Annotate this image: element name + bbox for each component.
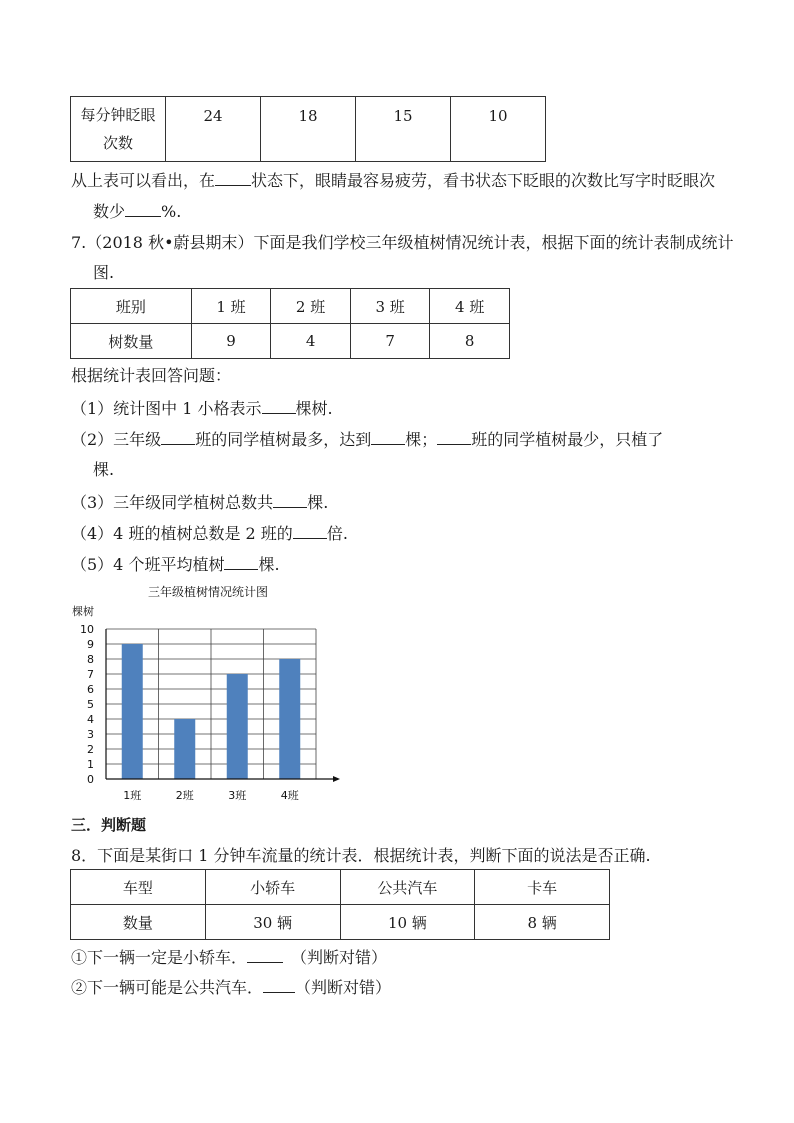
- q7-intro: 根据统计表回答问题：: [71, 366, 232, 385]
- q7-sub2-text-b: 班的同学植树最多，达到: [195, 430, 372, 449]
- answer-blank[interactable]: [247, 947, 283, 963]
- chart-title: 三年级植树情况统计图: [147, 585, 269, 599]
- blink-value-cell: 15: [356, 97, 451, 162]
- y-tick-label: 5: [87, 698, 94, 711]
- q7-sub4: [71, 523, 348, 544]
- q6-line1: [71, 170, 715, 191]
- blink-value-cell: 10: [451, 97, 546, 162]
- bar-2班: [174, 719, 195, 779]
- planting-value-cell: 7: [350, 324, 430, 359]
- traffic-table: [70, 869, 610, 940]
- q8-item1-hint: （判断对错）: [291, 948, 388, 967]
- y-tick-label: 2: [87, 743, 94, 756]
- planting-header-cell: 3 班: [350, 289, 430, 324]
- q7-sub1-text-a: （1）统计图中 1 小格表示: [71, 399, 262, 418]
- answer-blank[interactable]: [215, 170, 251, 186]
- traffic-row-label: 数量: [71, 905, 206, 940]
- bar-4班: [279, 659, 300, 779]
- answer-blank[interactable]: [125, 201, 161, 217]
- q8-item1: [71, 947, 387, 968]
- y-tick-label: 1: [87, 758, 94, 771]
- traffic-value-cell: 30 辆: [205, 905, 340, 940]
- q7-sub2-cont: 棵.: [93, 460, 115, 479]
- y-tick-label: 0: [87, 773, 94, 786]
- planting-header-cell: 班别: [71, 289, 192, 324]
- y-tick-label: 10: [80, 623, 94, 636]
- y-tick-label: 8: [87, 653, 94, 666]
- x-tick-label: 1班: [123, 789, 142, 802]
- q8-item2-hint: （判断对错）: [295, 978, 392, 997]
- x-tick-label: 3班: [228, 789, 247, 802]
- bar-1班: [122, 644, 143, 779]
- traffic-value-cell: 8 辆: [475, 905, 610, 940]
- q6-text-b: 状态下，眼睛最容易疲劳，看书状态下眨眼的次数比写字时眨眼次: [251, 171, 716, 190]
- q6-text-d: %.: [161, 202, 182, 221]
- planting-value-cell: 8: [430, 324, 510, 359]
- answer-blank[interactable]: [371, 429, 405, 445]
- y-tick-label: 4: [87, 713, 94, 726]
- blink-row-label-line1: 每分钟眨眼: [80, 106, 156, 124]
- blink-value-cell: 24: [166, 97, 261, 162]
- bar-chart: [68, 580, 358, 810]
- q7-sub3-text-a: （3）三年级同学植树总数共: [71, 493, 274, 512]
- q8-item2: [71, 977, 391, 998]
- y-tick-label: 7: [87, 668, 94, 681]
- q8-title: 8．下面是某街口 1 分钟车流量的统计表．根据统计表，判断下面的说法是否正确.: [71, 846, 651, 865]
- traffic-header-cell: 车型: [71, 870, 206, 905]
- planting-row-label: 树数量: [71, 324, 192, 359]
- q7-sub5-text-b: 棵.: [258, 555, 280, 574]
- q7-sub2: [71, 429, 663, 450]
- chart-y-axis-label: 棵树: [72, 605, 94, 618]
- traffic-header-cell: 卡车: [475, 870, 610, 905]
- y-tick-label: 3: [87, 728, 94, 741]
- q7-sub3: [71, 492, 328, 513]
- blink-row-label-line2: 次数: [102, 134, 133, 152]
- q7-title-line1: 7.（2018 秋•蔚县期末）下面是我们学校三年级植树情况统计表，根据下面的统计表制成统计: [71, 233, 734, 252]
- y-tick-label: 6: [87, 683, 94, 696]
- planting-header-cell: 4 班: [430, 289, 510, 324]
- answer-blank[interactable]: [224, 554, 258, 570]
- planting-header-cell: 1 班: [191, 289, 271, 324]
- traffic-header-cell: 小轿车: [205, 870, 340, 905]
- y-tick-label: 9: [87, 638, 94, 651]
- planting-table: [70, 288, 510, 359]
- x-tick-label: 2班: [175, 789, 194, 802]
- q7-sub2-text-a: （2）三年级: [71, 430, 162, 449]
- q7-sub1-text-b: 棵树.: [295, 399, 333, 418]
- q6-text-c: 数少: [93, 202, 126, 221]
- blink-rate-table: [70, 96, 546, 162]
- x-tick-label: 4班: [280, 789, 299, 802]
- answer-blank[interactable]: [262, 398, 296, 414]
- answer-blank[interactable]: [437, 429, 471, 445]
- planting-value-cell: 4: [271, 324, 351, 359]
- answer-blank[interactable]: [273, 492, 307, 508]
- q7-sub5: [71, 554, 280, 575]
- planting-value-cell: 9: [191, 324, 271, 359]
- section-heading: 三．判断题: [71, 816, 147, 834]
- q6-text-a: 从上表可以看出，在: [71, 171, 216, 190]
- traffic-value-cell: 10 辆: [340, 905, 475, 940]
- answer-blank[interactable]: [293, 523, 327, 539]
- q8-item2-text: ②下一辆可能是公共汽车．: [71, 978, 264, 997]
- q7-title-line2: 图.: [93, 263, 115, 282]
- q7-sub2-text-c: 棵；: [405, 430, 438, 449]
- blink-value-cell: 18: [261, 97, 356, 162]
- answer-blank[interactable]: [263, 977, 295, 993]
- answer-blank[interactable]: [161, 429, 195, 445]
- x-axis-arrow-icon: [333, 776, 340, 782]
- planting-header-cell: 2 班: [271, 289, 351, 324]
- q7-sub5-text-a: （5）4 个班平均植树: [71, 555, 225, 574]
- q8-item1-text: ①下一辆一定是小轿车．: [71, 948, 248, 967]
- q6-line2: [93, 201, 181, 222]
- q7-sub2-text-d: 班的同学植树最少，只植了: [471, 430, 664, 449]
- chart-x-labels: [123, 788, 299, 802]
- blink-row-label: [71, 97, 166, 162]
- q7-sub4-text-b: 倍.: [326, 524, 348, 543]
- traffic-header-cell: 公共汽车: [340, 870, 475, 905]
- q7-sub4-text-a: （4）4 班的植树总数是 2 班的: [71, 524, 293, 543]
- bar-3班: [227, 674, 248, 779]
- q7-sub3-text-b: 棵.: [307, 493, 329, 512]
- chart-y-ticks: [80, 623, 94, 786]
- q7-sub1: [71, 398, 333, 419]
